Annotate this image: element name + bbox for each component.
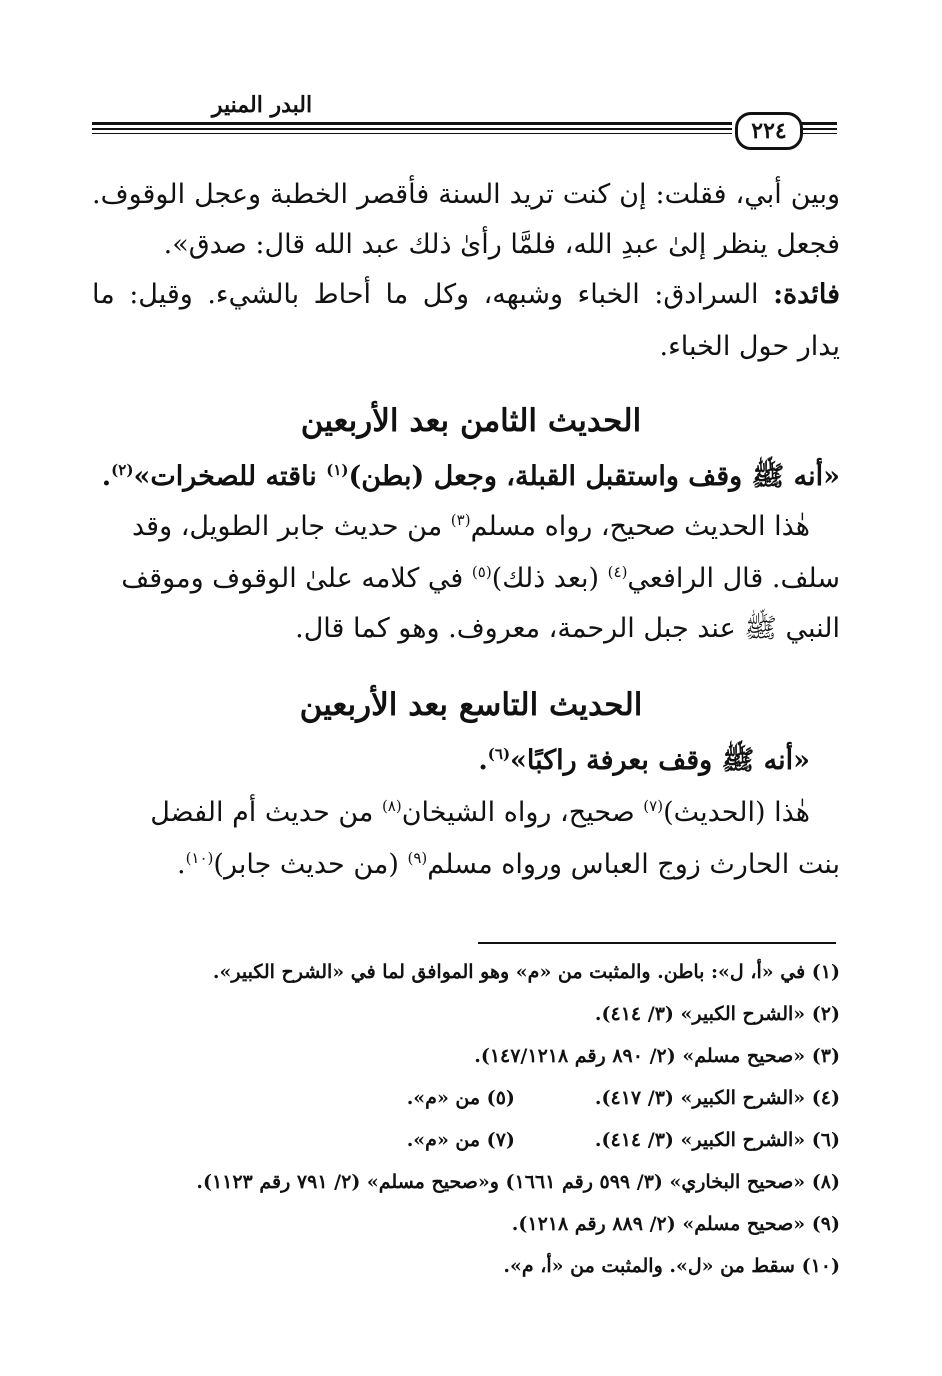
body-text: . xyxy=(176,849,186,880)
header-rule xyxy=(801,128,837,130)
body-text: من حديث جابر الطويل، وقد xyxy=(132,511,451,542)
body-text: هٰذا الحديث صحيح، رواه مسلم xyxy=(470,511,810,542)
body-text: هٰذا (الحديث) xyxy=(663,797,810,828)
footnote: (٥) من «م». xyxy=(406,1087,515,1109)
section-heading: الحديث الثامن بعد الأربعين xyxy=(300,403,642,439)
body-line: فجعل ينظر إلىٰ عبدِ الله، فلمَّا رأىٰ ذلك عبد الله قال: صدق». xyxy=(163,229,840,260)
body-line xyxy=(92,502,810,552)
footnote-ref: (٤) xyxy=(607,563,628,581)
footnote: (٨) «صحيح البخاري» (٣/ ٥٩٩ رقم ١٦٦١) و«صحيح مسلم» (٢/ ٧٩١ رقم ١١٢٣). xyxy=(196,1171,840,1193)
body-line: النبي ﷺ عند جبل الرحمة، معروف. وهو كما قال. xyxy=(295,613,840,644)
footnote-separator xyxy=(478,942,836,944)
footnote-ref: (١٠) xyxy=(185,849,214,867)
footnote: (٣) «صحيح مسلم» (٢/ ٨٩٠ رقم ١٤٧/١٢١٨). xyxy=(474,1045,840,1067)
running-title: البدر المنير xyxy=(211,92,313,118)
body-line xyxy=(92,554,840,604)
body-line xyxy=(92,840,840,890)
page-number: ٢٢٤ xyxy=(735,112,803,150)
footnote-ref: (٨) xyxy=(381,797,402,815)
footnote: (١) في «أ، ل»: باطن. والمثبت من «م» وهو الموافق لما في «الشرح الكبير». xyxy=(212,961,840,983)
header-rule xyxy=(92,122,732,125)
body-text: صحيح، رواه الشيخان xyxy=(401,797,644,828)
header-rule xyxy=(801,122,837,125)
footnote-ref: (١) xyxy=(326,461,349,479)
body-text: بنت الحارث زوج العباس ورواه مسلم xyxy=(427,849,840,880)
footnote-ref: (٢) xyxy=(111,461,134,479)
footnote-ref: (٥) xyxy=(471,563,492,581)
footnote-row xyxy=(92,1120,840,1160)
quote-text: . xyxy=(101,461,112,492)
quote-text: «أنه ﷺ وقف واستقبل القبلة، وجعل (بطن) xyxy=(348,461,840,492)
body-text: (بعد ذلك) xyxy=(491,563,608,594)
header-rule xyxy=(92,133,732,134)
body-line: يدار حول الخباء. xyxy=(659,331,840,362)
quote-text: «أنه ﷺ وقف بعرفة راكبًا» xyxy=(510,745,810,776)
footnote-ref: (٧) xyxy=(643,797,664,815)
footnote: (٧) من «م». xyxy=(406,1129,515,1151)
body-text: سلف. قال الرافعي xyxy=(627,563,840,594)
footnote: (٩) «صحيح مسلم» (٢/ ٨٨٩ رقم ١٢١٨). xyxy=(511,1213,840,1235)
body-text: (من حديث جابر) xyxy=(213,849,408,880)
hadith-quote xyxy=(92,736,810,786)
body-line xyxy=(92,788,810,838)
footnote: (٤) «الشرح الكبير» (٣/ ٤١٧). xyxy=(594,1087,840,1109)
header-rule xyxy=(92,128,732,130)
body-text: من حديث أم الفضل xyxy=(150,797,382,828)
quote-text: ناقته للصخرات» xyxy=(133,461,327,492)
body-line xyxy=(92,270,840,320)
hadith-quote xyxy=(92,452,840,502)
footnote-ref: (٩) xyxy=(407,849,428,867)
footnote-ref: (٦) xyxy=(487,745,511,763)
footnote: (٢) «الشرح الكبير» (٣/ ٤١٤). xyxy=(594,1003,840,1025)
quote-text: . xyxy=(478,745,488,776)
fawaid-text: السرادق: الخباء وشبهه، وكل ما أحاط بالشيء. وقيل: ما xyxy=(92,279,759,310)
fawaid-label: فائدة: xyxy=(773,279,840,310)
section-heading: الحديث التاسع بعد الأربعين xyxy=(299,687,643,723)
header-rule xyxy=(801,133,837,134)
footnote: (١٠) سقط من «ل». والمثبت من «أ، م». xyxy=(503,1255,840,1277)
footnote: (٦) «الشرح الكبير» (٣/ ٤١٤). xyxy=(594,1129,840,1151)
body-line: وبين أبي، فقلت: إن كنت تريد السنة فأقصر الخطبة وعجل الوقوف. xyxy=(92,179,840,210)
footnote-row xyxy=(92,1078,840,1118)
footnote-ref: (٣) xyxy=(450,511,471,529)
body-text: في كلامه علىٰ الوقوف وموقف xyxy=(121,563,472,594)
